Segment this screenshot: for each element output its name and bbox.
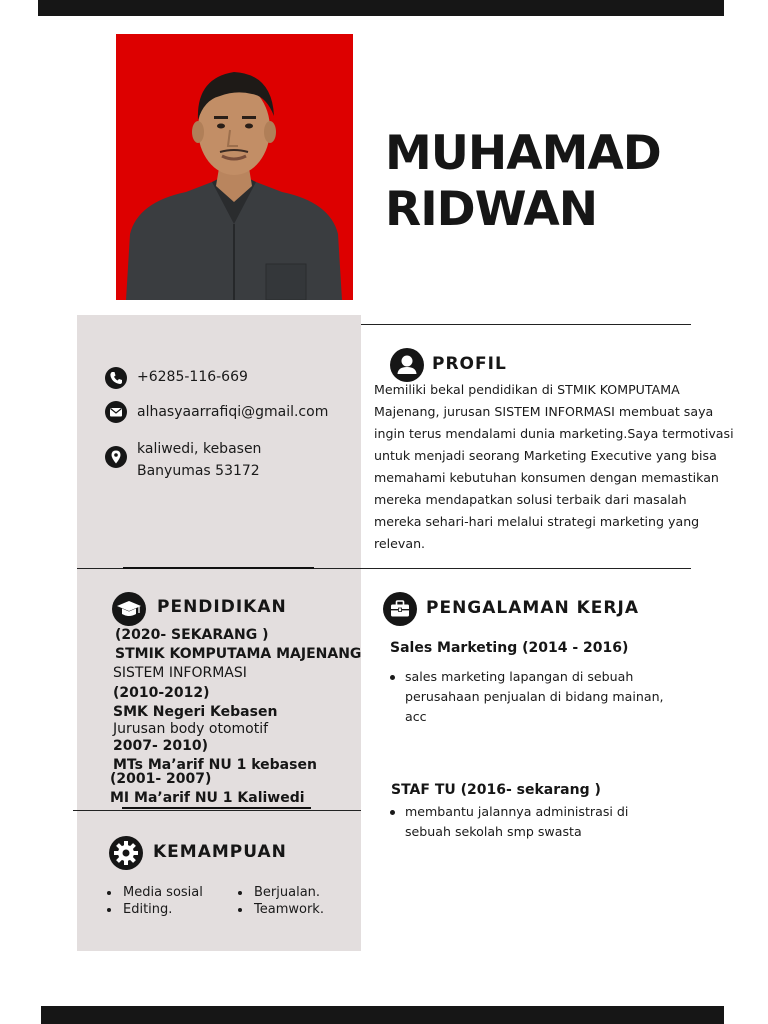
divider-accent	[123, 567, 314, 569]
last-name: RIDWAN	[385, 182, 598, 237]
skills-panel	[77, 810, 361, 951]
skills-list-2	[238, 884, 324, 918]
skill-item: Editing.	[107, 901, 203, 918]
skill-item: Berjualan.	[238, 884, 324, 901]
job-title: STAF TU (2016- sekarang )	[391, 782, 601, 798]
pengalaman-title: PENGALAMAN KERJA	[426, 598, 639, 618]
edu-line: Jurusan body otomotif	[113, 721, 269, 737]
graduation-cap-icon	[112, 592, 146, 626]
pendidikan-title: PENDIDIKAN	[157, 597, 287, 617]
job-bullet: sales marketing lapangan di sebuah perusahaan penjualan di bidang mainan, acc	[389, 667, 689, 727]
first-name: MUHAMAD	[385, 126, 661, 181]
job-bullet: membantu jalannya administrasi di sebuah sekolah smp swasta	[389, 802, 659, 842]
edu-line: MTs Ma’arif NU 1 kebasen	[113, 757, 317, 773]
divider-line	[73, 810, 361, 811]
briefcase-icon	[383, 592, 417, 626]
edu-line: (2001- 2007)	[110, 771, 212, 787]
gear-icon	[109, 836, 143, 870]
address	[137, 438, 261, 482]
edu-line: SISTEM INFORMASI	[113, 665, 247, 681]
person-portrait	[116, 34, 353, 300]
edu-line: SMK Negeri Kebasen	[113, 704, 278, 720]
address-line2: Banyumas 53172	[137, 463, 260, 479]
skill-item: Teamwork.	[238, 901, 324, 918]
job-bullets	[389, 667, 689, 727]
profil-title: PROFIL	[432, 354, 507, 374]
skills-list-1	[107, 884, 203, 918]
address-line1: kaliwedi, kebasen	[137, 441, 262, 457]
edu-line: (2010-2012)	[113, 685, 210, 701]
location-pin-icon	[105, 446, 127, 468]
profil-text: Memiliki bekal pendidikan di STMIK KOMPUTAMA Majenang, jurusan SISTEM INFORMASI membuat saya ingin terus mendalami dunia marketing.Saya termotivasi untuk menjadi seorang Marketing Executive yang bisa memahami kebutuhan konsumen dengan memastikan mereka mendapatkan solusi terbaik dari masalah mereka sehari-hari melalui strategi marketing yang relevan.	[374, 382, 734, 551]
top-bar	[38, 0, 724, 16]
envelope-icon	[105, 401, 127, 423]
full-name	[385, 126, 661, 238]
edu-line: (2020- SEKARANG )	[115, 627, 269, 643]
edu-line: 2007- 2010)	[113, 738, 209, 754]
edu-line: MI Ma’arif NU 1 Kaliwedi	[110, 790, 305, 806]
phone-icon	[105, 367, 127, 389]
email-address: alhasyaarrafiqi@gmail.com	[137, 404, 329, 420]
phone-number: +6285-116-669	[137, 369, 248, 385]
kemampuan-title: KEMAMPUAN	[153, 842, 287, 862]
skill-item: Media sosial	[107, 884, 203, 901]
job-bullets	[389, 802, 659, 842]
user-icon	[390, 348, 424, 382]
job-title: Sales Marketing (2014 - 2016)	[390, 640, 629, 656]
divider-line	[361, 324, 691, 325]
edu-line: STMIK KOMPUTAMA MAJENANG	[115, 646, 362, 662]
profile-photo	[116, 34, 353, 300]
bottom-bar	[41, 1006, 724, 1024]
divider-accent	[122, 807, 311, 809]
